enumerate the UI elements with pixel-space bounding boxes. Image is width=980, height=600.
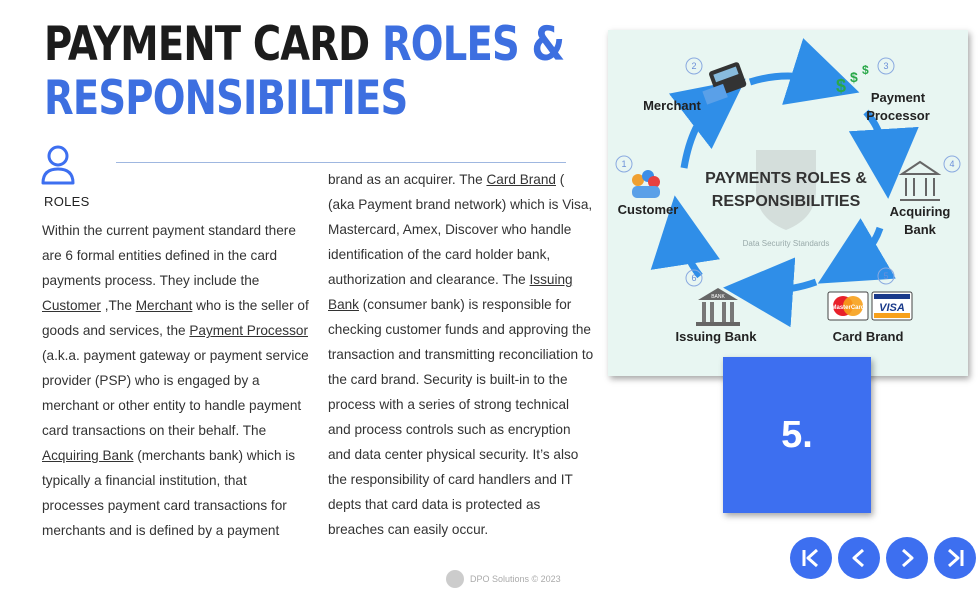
node-acquiring-label-2: Bank: [904, 222, 936, 237]
arrow-acquiring-cardbrand: [848, 228, 880, 266]
last-icon: [944, 547, 966, 569]
customer-icon: [632, 170, 660, 198]
watermark-text: Data Security Standards: [742, 239, 830, 248]
first-icon: [800, 547, 822, 569]
svg-text:$: $: [862, 63, 869, 77]
body-column-1: Within the current payment standard there are 6 formal entities defined in the card payments process. They include the Customer ,The Merchant who is the seller of goods and services, the Payment Processor (a.k.a. payment gateway or payment service provider (PSP) who is engaged by a merchant or other entity to handle payment card transactions on their behalf. The Acquiring Bank (merchants bank) which is typically a financial institution, that processes payment card transactions for merchants and is defined by a payment: [42, 223, 309, 538]
badge-2: 2: [691, 61, 697, 71]
page-title: PAYMENT CARD ROLES & RESPONSIBILTIES: [44, 17, 565, 126]
diagram-title-line2: RESPONSIBILITIES: [711, 193, 861, 210]
customer-link[interactable]: Customer: [42, 298, 101, 313]
merchant-link[interactable]: Merchant: [135, 298, 193, 313]
bank-icon: [900, 162, 940, 200]
badge-5: 5: [883, 271, 889, 281]
node-issuing-label: Issuing Bank: [675, 329, 757, 344]
arrow-issuing-customer: [680, 230, 700, 276]
node-merchant-label: Merchant: [643, 98, 701, 113]
mastercard-logo: [828, 292, 868, 320]
company-logo-icon: [446, 570, 464, 588]
arrow-cardbrand-issuing: [758, 282, 816, 290]
issuing-bank-link[interactable]: Issuing Bank: [328, 272, 573, 312]
slide-number-box: 5.: [723, 357, 871, 513]
node-cardbrand-label: Card Brand: [832, 329, 904, 344]
footer: DPO Solutions © 2023: [446, 570, 561, 588]
node-processor-label-1: Payment: [870, 90, 926, 105]
node-processor-label-2: Processor: [866, 108, 930, 123]
svg-text:BANK: BANK: [711, 294, 725, 300]
card-brand-link[interactable]: Card Brand: [486, 172, 556, 187]
payment-processor-link[interactable]: Payment Processor: [189, 323, 308, 338]
money-icon: [836, 63, 869, 96]
prev-icon: [848, 547, 870, 569]
svg-text:$: $: [836, 76, 847, 96]
next-slide-button[interactable]: [886, 537, 928, 579]
first-slide-button[interactable]: [790, 537, 832, 579]
badge-6: 6: [691, 273, 697, 283]
svg-text:$: $: [850, 69, 858, 85]
issuing-bank-icon: [696, 288, 740, 326]
divider: [116, 162, 566, 163]
card-reader-icon: [697, 61, 749, 104]
node-customer-label: Customer: [617, 202, 679, 217]
roles-diagram: [608, 30, 968, 376]
node-acquiring-label-1: Acquiring: [889, 204, 951, 219]
roles-label: ROLES: [44, 194, 90, 209]
body-column-2: brand as an acquirer. The Card Brand ( (aka Payment brand network) which is Visa, Mastercard, Amex, Discover who handle identification of the card holder bank, authorization and clearance. The Issuing Bank (consumer bank) is responsible for checking customer funds and approving the transaction and transmitting reconciliation to the card brand. Security is built-in to the process with a series of strong technical and process controls such as encryption and data center physical security. It’s also the responsibility of card handlers and IT depts that card data is protected as breaches can easily occur.: [328, 172, 594, 537]
diagram-title-line1: PAYMENTS ROLES &: [705, 170, 867, 187]
visa-logo: [872, 292, 912, 320]
arrow-merchant-processor: [750, 76, 826, 82]
prev-slide-button[interactable]: [838, 537, 880, 579]
svg-text:VISA: VISA: [879, 302, 905, 314]
last-slide-button[interactable]: [934, 537, 976, 579]
svg-text:MasterCard: MasterCard: [831, 305, 865, 311]
badge-3: 3: [883, 61, 889, 71]
watermark-shield-icon: [756, 150, 816, 230]
acquiring-bank-link[interactable]: Acquiring Bank: [42, 448, 134, 463]
user-icon: [40, 143, 76, 185]
badge-1: 1: [621, 159, 627, 169]
next-icon: [896, 547, 918, 569]
badge-4: 4: [949, 159, 955, 169]
